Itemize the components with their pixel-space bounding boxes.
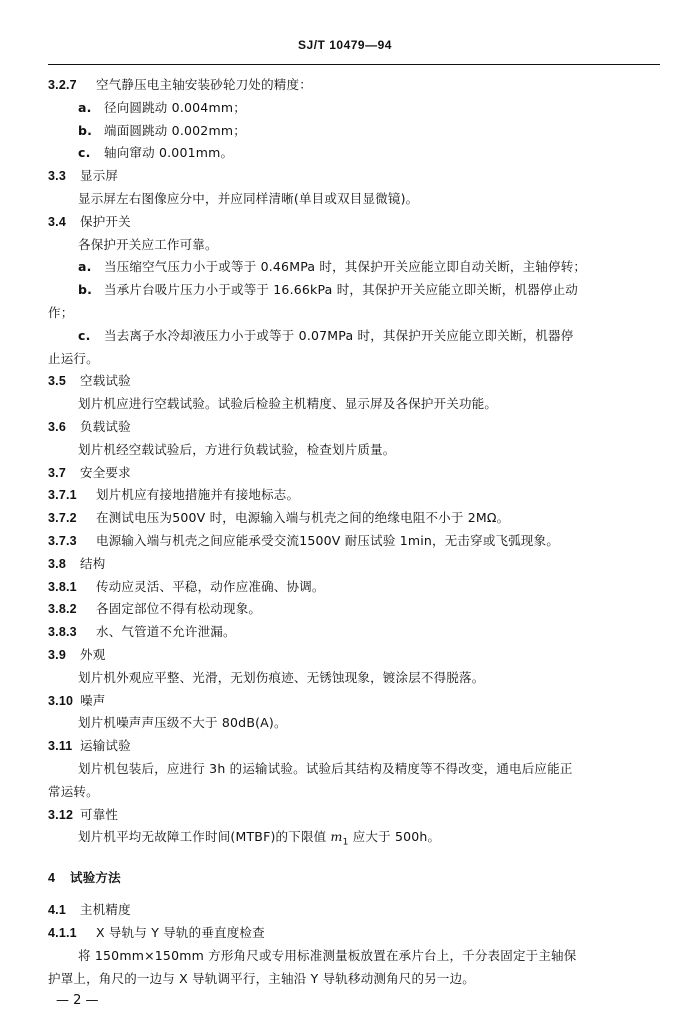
section-number: 3.3 [48,169,66,184]
section-title: 噪声 [80,692,106,708]
list-item [48,325,660,348]
paragraph: 划片机噪声声压级不大于 80dB(A)。 [78,715,287,731]
section-3-4 [48,211,660,234]
section-number: 3.7.3 [48,533,77,548]
item-text: 当承片台吸片压力小于或等于 16.66kPa 时，其保护开关应能立即关断，机器停止动 [104,282,579,298]
list-item [48,97,660,120]
header-rule [48,64,660,65]
paragraph: 将 150mm×150mm 方形角尺或专用标准测量板放置在承片台上，千分表固定于主轴保 [78,947,577,963]
section-3-8-3 [48,621,660,644]
math-variable: m [330,829,343,845]
paragraph-continuation: 常运转。 [48,783,99,799]
section-4-1-1 [48,922,660,945]
section-3-7-1 [48,484,660,507]
section-text: 在测试电压为500V 时，电源输入端与机壳之间的绝缘电阻不小于 2MΩ。 [96,510,510,526]
list-item-continuation: 止运行。 [48,350,99,366]
section-number: 3.7 [48,465,66,480]
document-code-header: SJ/T 10479—94 [298,38,392,52]
section-title: 外观 [80,646,106,662]
item-label: a. [78,99,92,115]
document-body [48,74,660,991]
section-title: 空气静压电主轴安装砂轮刀处的精度： [96,77,312,92]
item-text: 轴向窜动 0.001mm。 [104,145,234,161]
item-text: 端面圆跳动 0.002mm； [104,122,246,138]
chapter-title: 试验方法 [70,869,121,885]
section-number: 3.7.2 [48,511,77,526]
item-label: c. [78,327,91,343]
paragraph [48,826,660,854]
section-number: 3.8.3 [48,625,77,640]
item-label: b. [78,122,93,138]
section-text: 划片机应有接地措施并有接地标志。 [96,487,300,503]
section-title: 安全要求 [80,464,131,480]
section-title: 可靠性 [80,806,119,822]
section-title: 空载试验 [80,373,131,389]
item-text: 当压缩空气压力小于或等于 0.46MPa 时，其保护开关应能立即自动关断，主轴停转； [104,259,587,275]
list-item [48,120,660,143]
section-3-2-7 [48,74,660,97]
section-number: 4.1 [48,903,66,918]
section-3-7 [48,462,660,485]
section-number: 3.2.7 [48,78,77,92]
item-label: b. [78,282,93,298]
section-3-5 [48,370,660,393]
section-3-8 [48,553,660,576]
section-3-12 [48,804,660,827]
section-3-9 [48,644,660,667]
section-title: 结构 [80,555,106,571]
section-number: 3.9 [48,647,66,662]
section-3-3 [48,165,660,188]
page-number: — 2 — [56,993,99,1008]
section-number: 3.6 [48,419,66,434]
section-title: 负载试验 [80,418,131,434]
section-title: 运输试验 [80,738,131,754]
section-number: 3.4 [48,214,66,229]
section-number: 3.7.1 [48,488,77,503]
paragraph-text: 划片机平均无故障工作时间(MTBF)的下限值 [78,829,331,845]
section-title: 主机精度 [80,902,131,918]
list-item-continuation: 作； [48,304,74,320]
section-text: 各固定部位不得有松动现象。 [96,601,262,617]
section-3-10 [48,690,660,713]
section-3-6 [48,416,660,439]
section-3-7-3 [48,530,660,553]
paragraph-continuation: 护罩上，角尺的一边与 X 导轨调平行，主轴沿 Y 导轨移动测角尺的另一边。 [48,970,475,986]
paragraph: 各保护开关应工作可靠。 [78,236,218,252]
section-number: 3.8.2 [48,602,77,617]
paragraph: 显示屏左右图像应分中，并应同样清晰(单目或双目显微镜)。 [78,190,419,206]
section-title: X 导轨与 Y 导轨的垂直度检查 [96,925,265,941]
list-item [48,256,660,279]
section-text: 电源输入端与机壳之间应能承受交流1500V 耐压试验 1min，无击穿或飞弧现象。 [96,532,560,548]
section-number: 3.8.1 [48,579,77,594]
section-3-7-2 [48,507,660,530]
section-number: 4.1.1 [48,926,77,941]
section-3-8-2 [48,598,660,621]
section-number: 3.5 [48,374,66,389]
paragraph: 划片机经空载试验后，方进行负载试验，检查划片质量。 [78,441,396,457]
section-text: 传动应灵活、平稳，动作应准确、协调。 [96,578,325,594]
item-text: 径向圆跳动 0.004mm； [104,99,246,115]
section-title: 保护开关 [80,213,131,229]
section-3-8-1 [48,576,660,599]
section-number: 3.12 [48,807,74,822]
item-label: a. [78,259,92,275]
section-number: 4 [48,870,56,885]
section-3-11 [48,735,660,758]
section-4-1 [48,899,660,922]
section-number: 3.11 [48,739,73,754]
item-label: c. [78,145,91,161]
list-item [48,279,660,302]
paragraph: 划片机应进行空载试验。试验后检验主机精度、显示屏及各保护开关功能。 [78,396,498,412]
section-number: 3.8 [48,556,66,571]
section-text: 水、气管道不允许泄漏。 [96,624,236,640]
section-number: 3.10 [48,693,74,708]
paragraph-text: 应大于 500h。 [348,829,441,845]
section-title: 显示屏 [80,168,119,184]
chapter-4-heading [48,867,660,890]
math-subscript: 1 [342,837,349,848]
list-item [48,142,660,165]
paragraph: 划片机包装后，应进行 3h 的运输试验。试验后其结构及精度等不得改变，通电后应能正 [78,760,573,776]
paragraph: 划片机外观应平整、光滑，无划伤痕迹、无锈蚀现象，镀涂层不得脱落。 [78,669,485,685]
item-text: 当去离子水冷却液压力小于或等于 0.07MPa 时，其保护开关应能立即关断，机器停 [104,327,574,343]
